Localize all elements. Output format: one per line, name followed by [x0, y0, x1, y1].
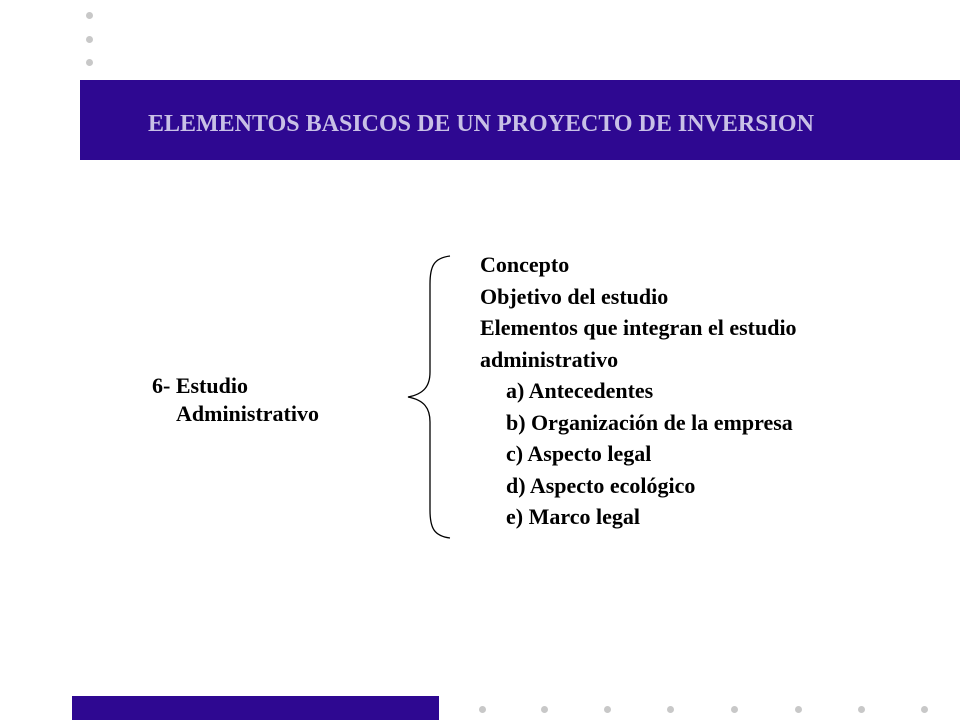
decor-dot-icon: [86, 12, 93, 19]
footer-bar: [72, 696, 439, 720]
decor-dot-icon: [541, 706, 548, 713]
list-item: administrativo: [480, 346, 619, 372]
decor-dot-icon: [86, 36, 93, 43]
decor-dot-icon: [667, 706, 674, 713]
list-item: Concepto: [480, 252, 570, 277]
decor-dot-icon: [479, 706, 486, 713]
decor-dot-icon: [921, 706, 928, 713]
decor-dot-icon: [731, 706, 738, 713]
list-item: a) Antecedentes: [506, 378, 654, 403]
topic-line-2: Administrativo: [176, 401, 319, 426]
list-item: b) Organización de la empresa: [506, 409, 793, 435]
curly-brace-icon: [402, 254, 454, 540]
list-item: c) Aspecto legal: [506, 441, 652, 466]
decor-dot-icon: [858, 706, 865, 713]
topic-line-1: 6- Estudio: [152, 373, 248, 398]
title-bar: [80, 80, 960, 160]
decor-dot-icon: [604, 706, 611, 713]
items-list: [480, 249, 797, 533]
list-item: Elementos que integran el estudio: [480, 315, 797, 340]
list-item: d) Aspecto ecológico: [506, 472, 696, 498]
decor-dot-icon: [86, 59, 93, 66]
list-item: e) Marco legal: [506, 504, 640, 529]
slide-title: ELEMENTOS BASICOS DE UN PROYECTO DE INVERSION: [148, 111, 814, 137]
topic-label: [152, 372, 319, 428]
list-item: Objetivo del estudio: [480, 283, 669, 309]
decor-dot-icon: [795, 706, 802, 713]
